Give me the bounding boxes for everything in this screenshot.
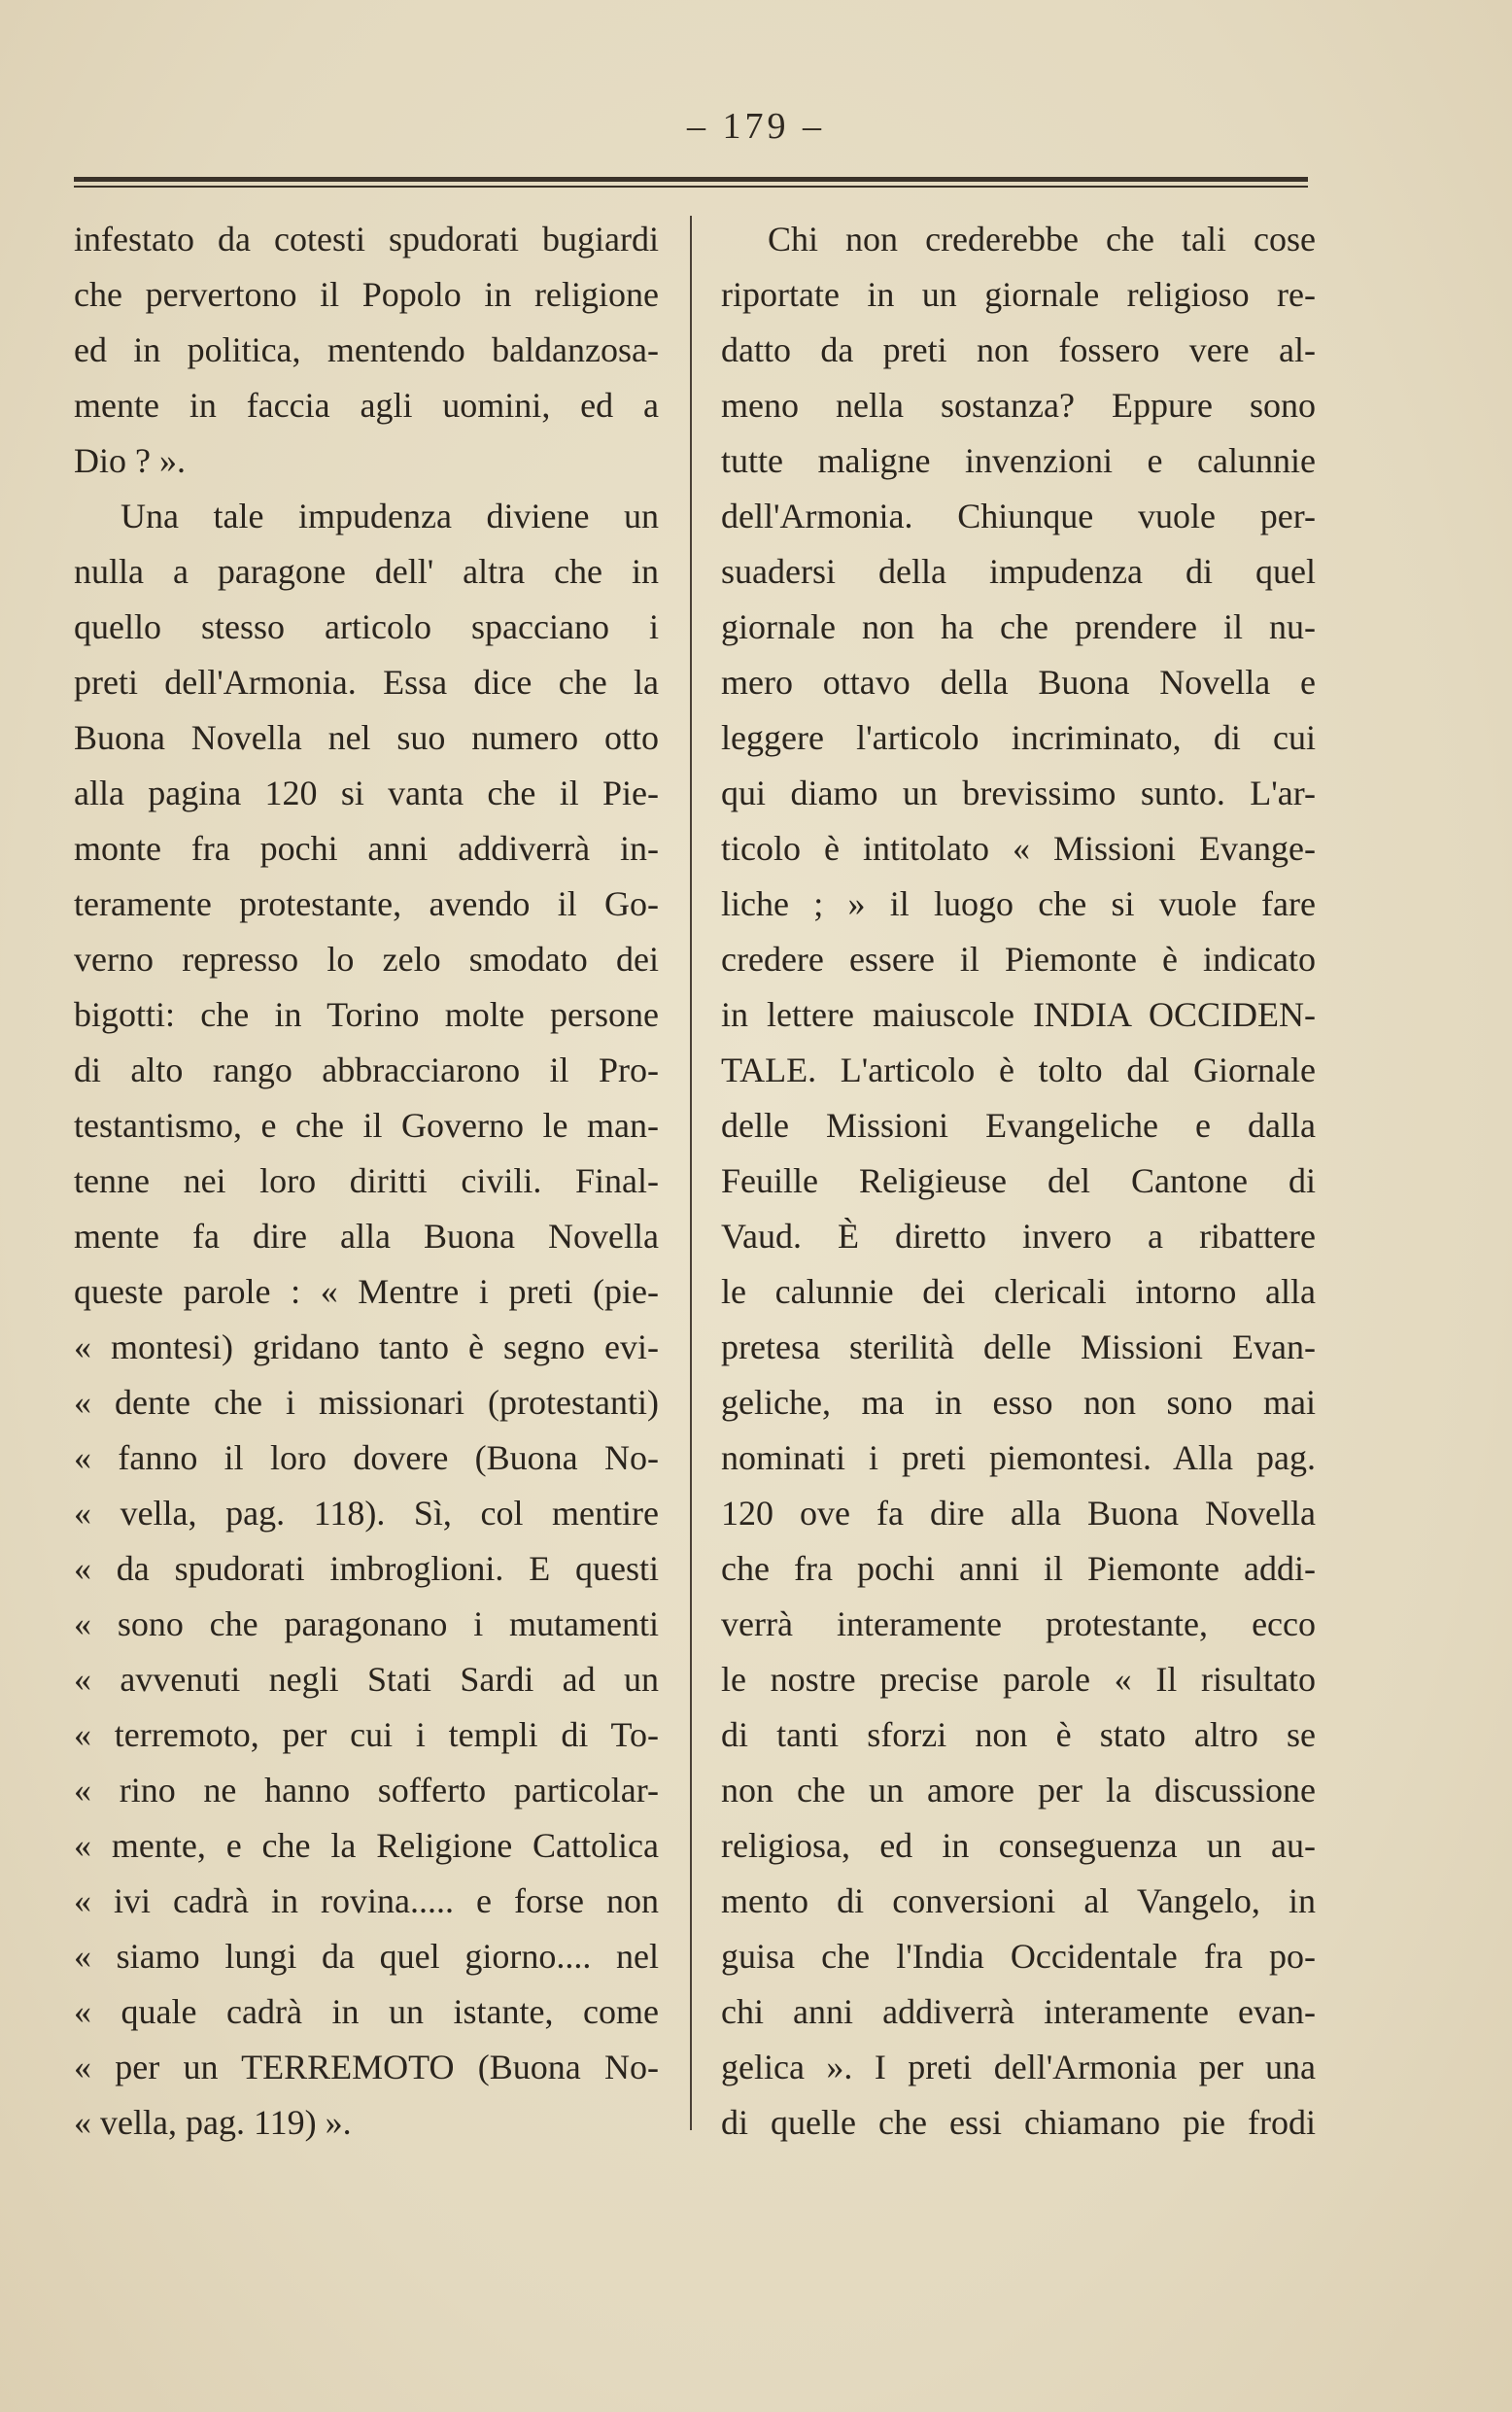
- text-line: nominati i preti piemontesi. Alla pag.: [721, 1438, 1316, 1477]
- page-number: – 179 –: [687, 106, 825, 147]
- text-line: « sono che paragonano i mutamenti: [74, 1604, 659, 1643]
- text-line: le calunnie dei clericali intorno alla: [721, 1272, 1316, 1311]
- text-line: giornale non ha che prendere il nu-: [721, 607, 1316, 646]
- text-line: verno represso lo zelo smodato dei: [74, 940, 659, 979]
- text-line: tutte maligne invenzioni e calunnie: [721, 441, 1316, 480]
- text-line: ticolo è intitolato « Missioni Evange-: [721, 829, 1316, 868]
- left-column: [74, 212, 659, 2151]
- header-rule-thin: [74, 186, 1308, 188]
- text-line: alla pagina 120 si vanta che il Pie-: [74, 774, 659, 812]
- right-column: [721, 212, 1316, 2151]
- text-line: « quale cadrà in un istante, come: [74, 1992, 659, 2031]
- text-line: pretesa sterilità delle Missioni Evan-: [721, 1327, 1316, 1366]
- text-line: in lettere maiuscole INDIA OCCIDEN-: [721, 995, 1316, 1034]
- text-line: Chi non crederebbe che tali cose: [768, 220, 1316, 258]
- text-line: « vella, pag. 118). Sì, col mentire: [74, 1494, 659, 1533]
- text-line: « ivi cadrà in rovina..... e forse non: [74, 1881, 659, 1920]
- text-line: verrà interamente protestante, ecco: [721, 1604, 1316, 1643]
- text-line: chi anni addiverrà interamente evan-: [721, 1992, 1316, 2031]
- text-line: le nostre precise parole « Il risultato: [721, 1660, 1316, 1699]
- text-line: nulla a paragone dell' altra che in: [74, 552, 659, 591]
- text-line: di tanti sforzi non è stato altro se: [721, 1715, 1316, 1754]
- text-line: geliche, ma in esso non sono mai: [721, 1383, 1316, 1422]
- text-line: Feuille Religieuse del Cantone di: [721, 1161, 1316, 1200]
- text-line: non che un amore per la discussione: [721, 1771, 1316, 1809]
- text-line: guisa che l'India Occidentale fra po-: [721, 1937, 1316, 1976]
- text-line: mento di conversioni al Vangelo, in: [721, 1881, 1316, 1920]
- text-line: « montesi) gridano tanto è segno evi-: [74, 1327, 659, 1366]
- text-line: quello stesso articolo spacciano i: [74, 607, 659, 646]
- header-rule-thick: [74, 177, 1308, 182]
- text-line: teramente protestante, avendo il Go-: [74, 884, 659, 923]
- text-line: qui diamo un brevissimo sunto. L'ar-: [721, 774, 1316, 812]
- text-line: che fra pochi anni il Piemonte addi-: [721, 1549, 1316, 1588]
- text-line: « terremoto, per cui i templi di To-: [74, 1715, 659, 1754]
- text-line: religiosa, ed in conseguenza un au-: [721, 1826, 1316, 1865]
- text-line: di quelle che essi chiamano pie frodi: [721, 2103, 1316, 2142]
- text-line: Vaud. È diretto invero a ribattere: [721, 1217, 1316, 1256]
- text-line: « rino ne hanno sofferto particolar-: [74, 1771, 659, 1809]
- text-line: ed in politica, mentendo baldanzosa-: [74, 330, 659, 369]
- text-line: « mente, e che la Religione Cattolica: [74, 1826, 659, 1865]
- text-line: mente in faccia agli uomini, ed a: [74, 386, 659, 425]
- text-line: tenne nei loro diritti civili. Final-: [74, 1161, 659, 1200]
- text-line: suadersi della impudenza di quel: [721, 552, 1316, 591]
- text-line: riportate in un giornale religioso re-: [721, 275, 1316, 314]
- text-line: Buona Novella nel suo numero otto: [74, 718, 659, 757]
- text-line: dell'Armonia. Chiunque vuole per-: [721, 497, 1316, 535]
- text-line: « dente che i missionari (protestanti): [74, 1383, 659, 1422]
- text-line: credere essere il Piemonte è indicato: [721, 940, 1316, 979]
- text-line: « per un TERREMOTO (Buona No-: [74, 2048, 659, 2086]
- text-line: meno nella sostanza? Eppure sono: [721, 386, 1316, 425]
- text-line: gelica ». I preti dell'Armonia per una: [721, 2048, 1316, 2086]
- text-line: preti dell'Armonia. Essa dice che la: [74, 663, 659, 702]
- text-line: « avvenuti negli Stati Sardi ad un: [74, 1660, 659, 1699]
- text-line: infestato da cotesti spudorati bugiardi: [74, 220, 659, 258]
- text-line: che pervertono il Popolo in religione: [74, 275, 659, 314]
- text-line: di alto rango abbracciarono il Pro-: [74, 1051, 659, 1089]
- text-line: 120 ove fa dire alla Buona Novella: [721, 1494, 1316, 1533]
- text-line: delle Missioni Evangeliche e dalla: [721, 1106, 1316, 1145]
- text-line: testantismo, e che il Governo le man-: [74, 1106, 659, 1145]
- text-line: « vella, pag. 119) ».: [74, 2103, 352, 2142]
- header-rule: [74, 177, 1308, 190]
- text-line: queste parole : « Mentre i preti (pie-: [74, 1272, 659, 1311]
- text-line: mente fa dire alla Buona Novella: [74, 1217, 659, 1256]
- text-line: datto da preti non fossero vere al-: [721, 330, 1316, 369]
- text-line: monte fra pochi anni addiverrà in-: [74, 829, 659, 868]
- text-line: leggere l'articolo incriminato, di cui: [721, 718, 1316, 757]
- text-line: « da spudorati imbroglioni. E questi: [74, 1549, 659, 1588]
- text-line: « siamo lungi da quel giorno.... nel: [74, 1937, 659, 1976]
- text-line: mero ottavo della Buona Novella e: [721, 663, 1316, 702]
- text-line: Una tale impudenza diviene un: [120, 497, 659, 535]
- text-line: TALE. L'articolo è tolto dal Giornale: [721, 1051, 1316, 1089]
- column-divider: [690, 216, 692, 2130]
- text-line: bigotti: che in Torino molte persone: [74, 995, 659, 1034]
- text-line: liche ; » il luogo che si vuole fare: [721, 884, 1316, 923]
- text-line: Dio ? ».: [74, 441, 186, 480]
- text-line: « fanno il loro dovere (Buona No-: [74, 1438, 659, 1477]
